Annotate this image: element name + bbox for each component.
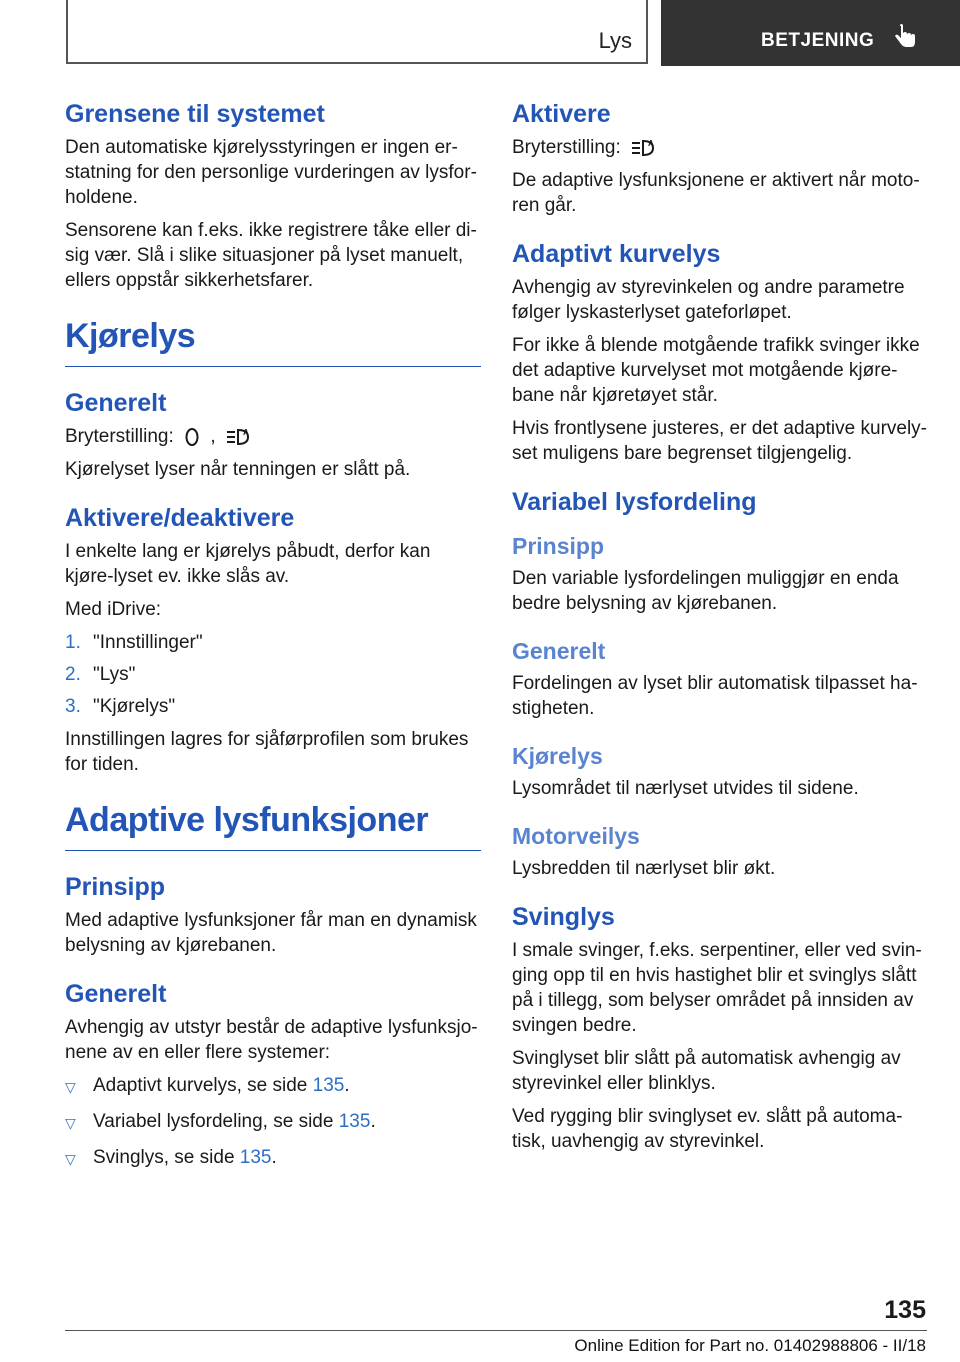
- header-chapter-box: [661, 0, 960, 66]
- idrive-steps-list: [65, 630, 481, 719]
- heading-prinsipp-right: Prinsipp: [512, 533, 605, 559]
- step-number: 3.: [65, 696, 81, 717]
- triangle-bullet-icon: ▽: [65, 1151, 76, 1167]
- kjorelys-right-paragraph: Lysområdet til nærlyset utvides til sidene.: [512, 778, 859, 799]
- bullet-text: Variabel lysfordeling, se side: [93, 1111, 339, 1132]
- heading-motorveilys: Motorveilys: [512, 823, 640, 849]
- bryterstilling-line-right: [512, 135, 928, 160]
- aktdeakt-paragraph-3: Innstillingen lagres for sjåførprofilen som brukes for tiden.: [65, 729, 469, 775]
- page-number: 135: [884, 1296, 926, 1324]
- auto-headlight-icon: [630, 137, 658, 159]
- header-chapter-title: BETJENING: [761, 30, 875, 51]
- triangle-bullet-icon: ▽: [65, 1115, 76, 1131]
- bullet-end: .: [271, 1147, 277, 1168]
- bryterstilling-label: Bryterstilling:: [512, 137, 621, 158]
- triangle-bullet-icon: ▽: [65, 1079, 76, 1095]
- bryterstilling-line-left: [65, 424, 481, 449]
- kurvelys-paragraph-3: Hvis frontlysene justeres, er det adaptive kurvely-set muligens bare begrenset tilgjengelig.: [512, 418, 928, 464]
- list-item: [65, 1109, 481, 1136]
- bullet-end: .: [344, 1075, 350, 1096]
- heading-prinsipp-left: Prinsipp: [65, 873, 166, 901]
- list-item: [65, 630, 481, 655]
- aktivere-paragraph: De adaptive lysfunksjonene er aktivert når moto-ren går.: [512, 170, 920, 216]
- heading-grensene: Grensene til systemet: [65, 100, 325, 128]
- auto-headlight-icon: [225, 426, 253, 448]
- page-link[interactable]: 135: [239, 1147, 272, 1168]
- heading-kjorelys: Kjørelys: [65, 317, 481, 367]
- left-column: [65, 100, 481, 1181]
- bullet-text: Svinglys, se side: [93, 1147, 240, 1168]
- generelt-2-paragraph: Avhengig av utstyr består de adaptive lysfunksjo-nene av en eller flere systemer:: [65, 1017, 478, 1063]
- heading-aktivere: Aktivere: [512, 100, 611, 128]
- list-item: [65, 1145, 481, 1172]
- heading-generelt-2: Generelt: [65, 980, 167, 1008]
- prinsipp-right-paragraph: Den variable lysfordelingen muliggjør en enda bedre belysning av kjørebanen.: [512, 568, 899, 614]
- bullet-end: .: [370, 1111, 376, 1132]
- heading-generelt-right: Generelt: [512, 638, 606, 664]
- step-text: "Innstillinger": [93, 632, 203, 653]
- page-link[interactable]: 135: [338, 1111, 371, 1132]
- step-number: 2.: [65, 664, 81, 685]
- grensene-paragraph-1: Den automatiske kjørelysstyringen er ingen er-statning for den personlige vurderingen av lysfor-holdene.: [65, 137, 477, 208]
- prinsipp-left-paragraph: Med adaptive lysfunksjoner får man en dynamisk belysning av kjørebanen.: [65, 910, 477, 956]
- heading-generelt-1: Generelt: [65, 389, 167, 417]
- grensene-paragraph-2: Sensorene kan f.eks. ikke registrere tåke eller di-sig vær. Slå i slike situasjoner på lyset manuelt, ellers oppstår sikkerhetsfarer.: [65, 220, 477, 291]
- list-item: [65, 1073, 481, 1100]
- aktdeakt-paragraph-2: Med iDrive:: [65, 599, 162, 620]
- svg-text:A: A: [242, 427, 249, 437]
- kurvelys-paragraph-1: Avhengig av styrevinkelen og andre parametre følger lyskasterlyset gateforløpet.: [512, 277, 905, 323]
- right-column: [512, 100, 928, 1162]
- aktdeakt-paragraph-1: I enkelte lang er kjørelys påbudt, derfor kan kjøre-lyset ev. ikke slås av.: [65, 541, 431, 587]
- svinglys-paragraph-3: Ved rygging blir svinglyset ev. slått på automa-tisk, uavhengig av styrevinkel.: [512, 1106, 903, 1152]
- kurvelys-paragraph-2: For ikke å blende motgående trafikk svinger ikke det adaptive kurvelyset mot motgående kjøre-bane når kjøretøyet står.: [512, 335, 920, 406]
- generelt-1-paragraph: Kjørelyset lyser når tenningen er slått på.: [65, 459, 411, 480]
- page-link[interactable]: 135: [312, 1075, 345, 1096]
- generelt-right-paragraph: Fordelingen av lyset blir automatisk tilpasset ha-stigheten.: [512, 673, 918, 719]
- svg-text:A: A: [648, 138, 654, 148]
- heading-kjorelys-right: Kjørelys: [512, 743, 603, 769]
- header-section-title: Lys: [598, 28, 632, 53]
- bullet-text: Adaptivt kurvelys, se side: [93, 1075, 313, 1096]
- heading-adaptivt-kurvelys: Adaptivt kurvelys: [512, 240, 721, 268]
- list-item: [65, 694, 481, 719]
- heading-aktivere-deaktivere: Aktivere/deaktivere: [65, 504, 295, 532]
- bryterstilling-separator: ,: [210, 426, 216, 447]
- heading-variabel-lysfordeling: Variabel lysfordeling: [512, 488, 757, 516]
- step-text: "Kjørelys": [93, 696, 176, 717]
- light-switch-o-icon: [183, 426, 201, 448]
- step-text: "Lys": [93, 664, 136, 685]
- svinglys-paragraph-1: I smale svinger, f.eks. serpentiner, eller ved svin-ging opp til en hvis hastighet blir et svinglys slått på i tillegg, som belyser området på innsiden av svingen bedre.: [512, 940, 922, 1036]
- bryterstilling-label: Bryterstilling:: [65, 426, 174, 447]
- adaptive-systems-list: [65, 1073, 481, 1172]
- edition-text: Online Edition for Part no. 01402988806 - II/18: [574, 1336, 926, 1355]
- list-item: [65, 662, 481, 687]
- step-number: 1.: [65, 632, 81, 653]
- motorveilys-paragraph: Lysbredden til nærlyset blir økt.: [512, 858, 776, 879]
- hand-pointer-icon: [893, 24, 919, 52]
- heading-adaptive-lysfunksjoner: Adaptive lysfunksjoner: [65, 801, 481, 851]
- heading-svinglys: Svinglys: [512, 903, 615, 931]
- svinglys-paragraph-2: Svinglyset blir slått på automatisk avhengig av styrevinkel eller blinklys.: [512, 1048, 901, 1094]
- header-section-box: [66, 0, 648, 64]
- footer-divider: [65, 1330, 927, 1331]
